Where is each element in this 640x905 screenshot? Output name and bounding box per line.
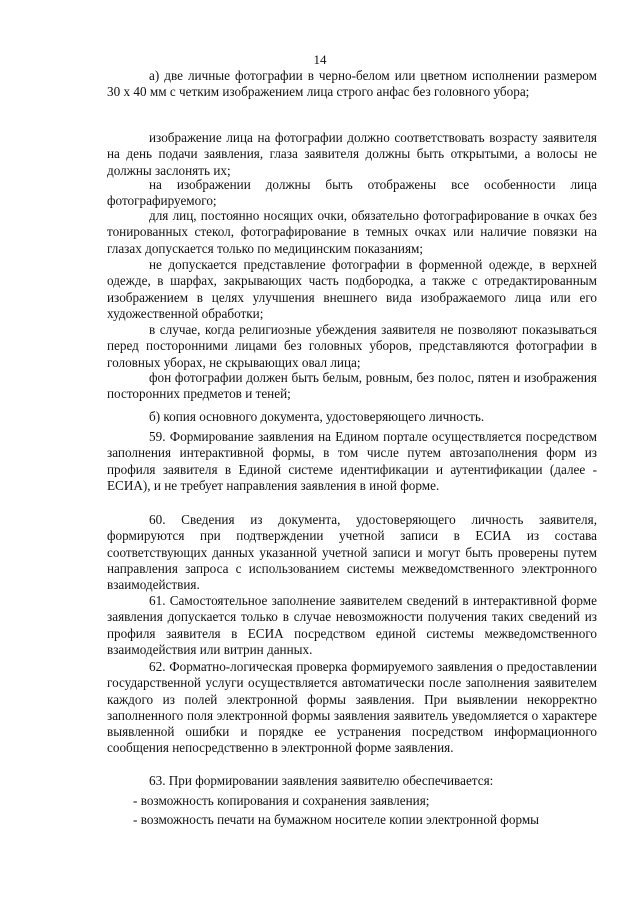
list-item-print: - возможность печати на бумажном носителе копии электронной формы [133,812,540,827]
paragraph-photos-requirement: а) две личные фотографии в черно-белом или цветном исполнении размером 30 х 40 мм с четким изображением лица строго анфас без головного убора; [107,68,597,100]
paragraph-63: 63. При формировании заявления заявителю обеспечивается: [149,773,494,788]
paragraph-age-match: изображение лица на фотографии должно соответствовать возрасту заявителя на день подачи заявления, глаза заявителя должны быть открытыми, а волосы не должны заслонять их; [107,130,597,178]
paragraph-background: фон фотографии должен быть белым, ровным, без полос, пятен и изображения посторонних предметов и теней; [107,370,597,402]
paragraph-62: 62. Форматно-логическая проверка формируемого заявления о предоставлении государственной услуги осуществляется автоматически после заполнения заявителем каждого из полей электронной формы заявления. При выявлении некорректно заполненного поля электронной формы заявления заявитель уведомляется о характере выявленной ошибки и порядке ее устранения посредством информационного сообщения непосредственно в электронной форме заявления. [107,659,597,756]
paragraph-60: 60. Сведения из документа, удостоверяющего личность заявителя, формируются при подтверждении учетной записи в ЕСИА из состава соответствующих данных указанной учетной записи и могут быть проверены путем направления запроса с использованием системы межведомственного электронного взаимодействия. [107,512,597,593]
paragraph-61: 61. Самостоятельное заполнение заявителем сведений в интерактивной форме заявления допускается только в случае невозможности получения таких сведений из профиля заявителя в ЕСИА посредством единой системы межведомственного взаимодействия или витрин данных. [107,593,597,657]
list-item-copy-save: - возможность копирования и сохранения заявления; [133,793,430,808]
paragraph-59: 59. Формирование заявления на Едином портале осуществляется посредством заполнения интерактивной формы, в том числе путем автозаполнения форм из профиля заявителя в Единой системе идентификации и аутентификации (далее - ЕСИА), и не требует направления заявления в иной форме. [107,429,597,493]
paragraph-religious-headwear: в случае, когда религиозные убеждения заявителя не позволяют показываться перед посторонними лицами без головных уборов, представляются фотографии в головных уборах, не скрывающих овал лица; [107,322,597,370]
paragraph-uniform-prohibited: не допускается представление фотографии в форменной одежде, в верхней одежде, в шарфах, закрывающих часть подбородка, а также с отредактированным изображением в целях улучшения внешнего вида изображаемого лица или его художественной обработки; [107,257,597,321]
paragraph-identity-copy: б) копия основного документа, удостоверяющего личность. [149,409,485,424]
paragraph-glasses: для лиц, постоянно носящих очки, обязательно фотографирование в очках без тонированных стекол, фотографирование в темных очках или наличие повязки на глазах допускается только по медицинским показаниям; [107,208,597,256]
paragraph-features-visible: на изображении должны быть отображены все особенности лица фотографируемого; [107,177,597,209]
page-number: 14 [313,52,327,67]
